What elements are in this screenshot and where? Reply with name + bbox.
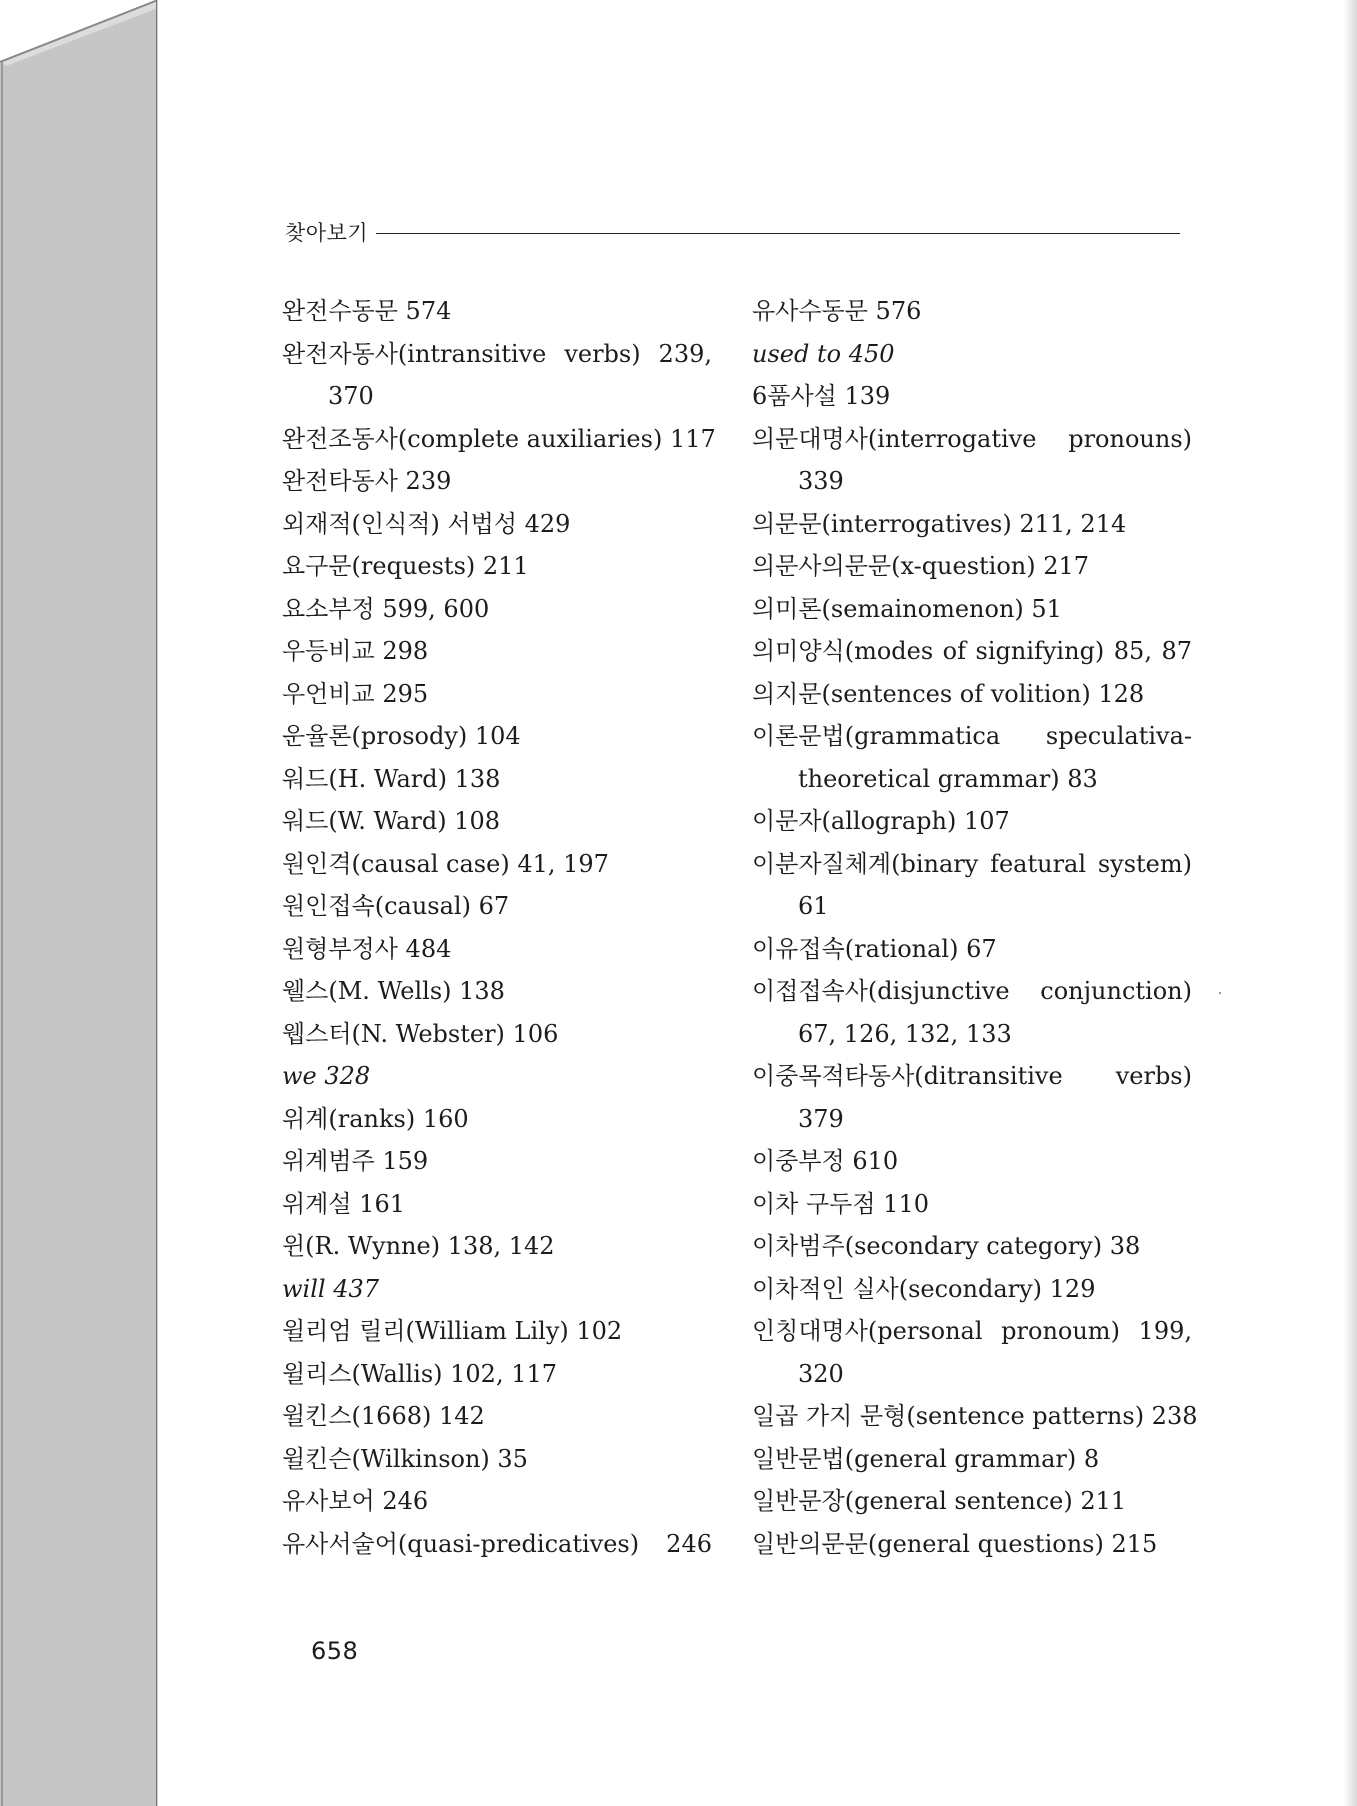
index-entry-line: 일반의문문(general questions) 215 (752, 1529, 1158, 1558)
index-entry-line: 67, 126, 132, 133 (798, 1019, 1012, 1048)
index-entry-line: 이차적인 실사(secondary) 129 (752, 1274, 1096, 1303)
index-column-right (752, 290, 1198, 1565)
index-entry-line: 일곱 가지 문형(sentence patterns) 238 (752, 1402, 1198, 1430)
index-entry-line: 원인격(causal case) 41, 197 (282, 849, 609, 878)
index-entry-line: 의문문(interrogatives) 211, 214 (752, 509, 1127, 538)
index-entry-line: 윌리엄 릴리(William Lily) 102 (282, 1317, 623, 1345)
index-entry-line: 6품사설 139 (752, 382, 891, 410)
index-entry-line: 이분자질체계(binary featural system) (752, 849, 1192, 878)
header-title: 찾아보기 (285, 221, 369, 245)
index-entry-line: 윌킨스(1668) 142 (282, 1402, 485, 1430)
index-entry-line: 요구문(requests) 211 (282, 552, 529, 580)
index-entry-line: 이중목적타동사(ditransitive verbs) (752, 1062, 1192, 1090)
index-entry-line: 의문사의문문(x-question) 217 (752, 552, 1090, 580)
index-entry-line: 61 (798, 892, 829, 920)
index-entry-line: 339 (798, 467, 844, 495)
index-entry-line: 위계범주 159 (282, 1147, 429, 1175)
index-entry-line: 이론문법(grammatica speculativa- (752, 722, 1192, 750)
index-entry-line: 웰스(M. Wells) 138 (282, 977, 505, 1005)
index-entry-line: 운율론(prosody) 104 (282, 722, 521, 750)
index-entry-line: 의문대명사(interrogative pronouns) (752, 424, 1192, 453)
header-rule (376, 233, 1180, 234)
index-entry-line: 완전수동문 574 (282, 297, 452, 325)
index-entry-line: 워드(H. Ward) 138 (282, 764, 501, 793)
index-entry-line: 윌리스(Wallis) 102, 117 (282, 1359, 558, 1388)
page-edge-shadow (1343, 0, 1357, 1806)
index-entry-line: will 437 (282, 1274, 380, 1303)
book-spine (0, 0, 160, 1806)
index-entry-line: 우언비교 295 (282, 679, 429, 708)
index-entry-line: 379 (798, 1104, 844, 1133)
page-number: 658 (311, 1637, 359, 1665)
index-entry-line: 이접접속사(disjunctive conjunction) (752, 977, 1192, 1005)
index-entry-line: 워드(W. Ward) 108 (282, 807, 500, 835)
index-entry-line: 이문자(allograph) 107 (752, 807, 1010, 835)
index-entry-line: 요소부정 599, 600 (282, 594, 490, 623)
index-entry-line: 의미양식(modes of signifying) 85, 87 (752, 637, 1192, 665)
scan-speck (1219, 992, 1221, 994)
index-entry-line: we 328 (282, 1062, 371, 1090)
index-entry-line: 유사서술어(quasi-predicatives) 246 (282, 1529, 712, 1558)
index-entry-line: 외재적(인식적) 서법성 429 (282, 509, 571, 538)
index-entry-line: 위계설 161 (282, 1189, 405, 1218)
index-entry-line: theoretical grammar) 83 (798, 764, 1098, 793)
index-entry-line: 일반문법(general grammar) 8 (752, 1444, 1100, 1473)
index-entry-line: 인칭대명사(personal pronoum) 199, (752, 1317, 1192, 1345)
running-header (285, 212, 1180, 252)
index-entry-line: 완전타동사 239 (282, 467, 452, 495)
index-entry-line: 일반문장(general sentence) 211 (752, 1487, 1127, 1515)
index-entry-line: 이유접속(rational) 67 (752, 934, 997, 963)
index-entry-line: 의지문(sentences of volition) 128 (752, 679, 1145, 708)
index-entry-line: 웹스터(N. Webster) 106 (282, 1019, 559, 1048)
index-entry-line: 유사수동문 576 (752, 297, 922, 325)
index-entry-line: 원인접속(causal) 67 (282, 892, 510, 920)
index-entry-line: used to 450 (752, 339, 895, 368)
index-entry-line: 원형부정사 484 (282, 934, 452, 963)
index-entry-line: 윌킨슨(Wilkinson) 35 (282, 1444, 528, 1473)
index-entry-line: 완전조동사(complete auxiliaries) 117 (282, 424, 716, 453)
index-entry-line: 이차범주(secondary category) 38 (752, 1232, 1141, 1260)
index-entry-line: 이중부정 610 (752, 1147, 899, 1175)
index-entry-line: 370 (328, 382, 374, 410)
index-entry-line: 유사보어 246 (282, 1487, 429, 1515)
index-entry-line: 320 (798, 1359, 844, 1388)
index-entry-line: 의미론(semainomenon) 51 (752, 594, 1062, 623)
index-entry-line: 우등비교 298 (282, 637, 429, 665)
index-entry-line: 위계(ranks) 160 (282, 1104, 469, 1133)
index-column-left (282, 290, 716, 1565)
index-entry-line: 완전자동사(intransitive verbs) 239, (282, 339, 712, 368)
index-entry-line: 이차 구두점 110 (752, 1189, 929, 1218)
index-entry-line: 윈(R. Wynne) 138, 142 (282, 1232, 555, 1260)
